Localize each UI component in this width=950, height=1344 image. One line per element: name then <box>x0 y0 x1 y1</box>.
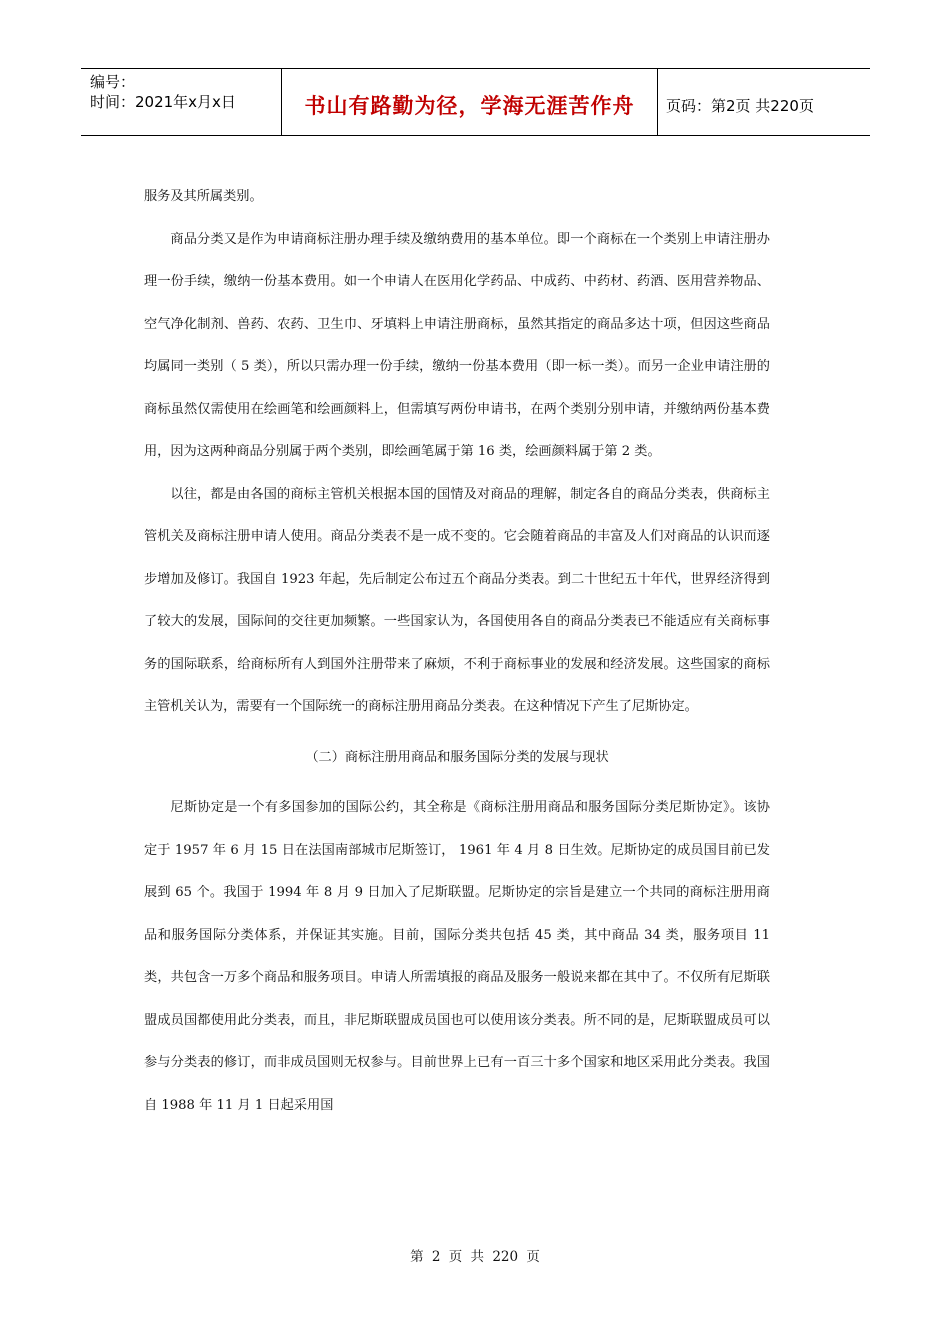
header-page-info: 页码：第2页 共220页 <box>666 96 814 115</box>
paragraph-4: 尼斯协定是一个有多国参加的国际公约，其全称是《商标注册用商品和服务国际分类尼斯协定》。该协定于 1957 年 6 月 15 日在法国南部城市尼斯签订， 1961 年 4 月 8 日生效。尼斯协定的成员国目前已发展到 65 个。我国于 1994 年 8 月 9 日加入了尼斯联盟。尼斯协定的宗旨是建立一个共同的商标注册用商品和服务国际分类体系，并保证其实施。目前，国际分类共包括 45 类，其中商品 34 类，服务项目 11 类，共包含一万多个商品和服务项目。申请人所需填报的商品及服务一般说来都在其中了。不仅所有尼斯联盟成员国都使用此分类表，而且，非尼斯联盟成员国也可以使用该分类表。所不同的是，尼斯联盟成员可以参与分类表的修订，而非成员国则无权参与。目前世界上已有一百三十多个国家和地区采用此分类表。我国自 1988 年 11 月 1 日起采用国 <box>144 800 770 1113</box>
header-meta <box>81 69 281 135</box>
paragraph-3: 以往，都是由各国的商标主管机关根据本国的国情及对商品的理解，制定各自的商品分类表，供商标主管机关及商标注册申请人使用。商品分类表不是一成不变的。它会随着商品的丰富及人们对商品的认识而逐步增加及修订。我国自 1923 年起，先后制定公布过五个商品分类表。到二十世纪五十年代，世界经济得到了较大的发展，国际间的交往更加频繁。一些国家认为，各国使用各自的商品分类表已不能适应有关商标事务的国际联系，给商标所有人到国外注册带来了麻烦，不利于商标事业的发展和经济发展。这些国家的商标主管机关认为，需要有一个国际统一的商标注册用商品分类表。在这种情况下产生了尼斯协定。 <box>144 486 770 714</box>
section-title: （二）商标注册用商品和服务国际分类的发展与现状 <box>305 749 609 765</box>
document-body <box>144 176 770 1127</box>
header-motto: 书山有路勤为径，学海无涯苦作舟 <box>281 69 658 135</box>
header-time-label: 时间：2021年x月x日 <box>90 93 236 111</box>
page-footer: 第 2 页 共 220 页 <box>410 1249 540 1265</box>
paragraph-2: 商品分类又是作为申请商标注册办理手续及缴纳费用的基本单位。即一个商标在一个类别上申请注册办理一份手续，缴纳一份基本费用。如一个申请人在医用化学药品、中成药、中药材、药酒、医用营养物品、空气净化制剂、兽药、农药、卫生巾、牙填料上申请注册商标，虽然其指定的商品多达十项，但因这些商品均属同一类别（ 5 类），所以只需办理一份手续，缴纳一份基本费用（即一标一类）。而另一企业申请注册的商标虽然仅需使用在绘画笔和绘画颜料上，但需填写两份申请书，在两个类别分别申请，并缴纳两份基本费用，因为这两种商品分别属于两个类别，即绘画笔属于第 16 类，绘画颜料属于第 2 类。 <box>144 231 770 459</box>
paragraph-1: 服务及其所属类别。 <box>144 189 263 204</box>
header-number-label: 编号： <box>90 73 136 91</box>
page-header <box>81 68 870 136</box>
